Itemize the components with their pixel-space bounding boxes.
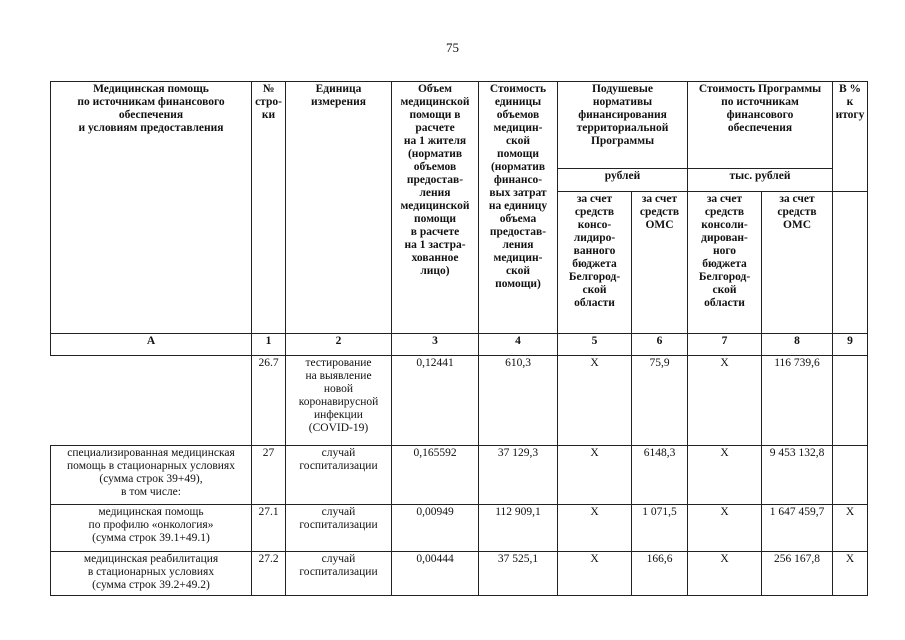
cell-line: бюджета bbox=[702, 258, 747, 270]
cell-line: (сумма строк 39.2+49.2) bbox=[92, 579, 210, 591]
cell-line: средств bbox=[574, 206, 615, 218]
cell-line: случай bbox=[321, 447, 356, 459]
cell-line: предостав- bbox=[406, 174, 464, 186]
cell-line: помощи в bbox=[409, 109, 461, 121]
cell-line: Стоимость Программы bbox=[698, 83, 822, 95]
header-col-9-empty bbox=[833, 192, 868, 334]
cell-line: ОМС bbox=[645, 219, 674, 231]
cell-line: в том числе: bbox=[121, 486, 181, 498]
cell-line: расчете bbox=[415, 122, 455, 134]
column-index-a: А bbox=[51, 334, 252, 356]
cell-line: лицо) bbox=[420, 265, 450, 277]
cell-line: к bbox=[846, 96, 854, 108]
row-label bbox=[51, 552, 252, 596]
cell-line: инфекции bbox=[314, 409, 363, 421]
row-unit bbox=[286, 505, 392, 552]
cell-line: (COVID-19) bbox=[308, 422, 369, 434]
cell-line: финансирования bbox=[578, 109, 667, 121]
row-percent: X bbox=[833, 505, 868, 552]
row-unit-cost: 610,3 bbox=[479, 356, 558, 446]
cell-line: Стоимость bbox=[489, 83, 547, 95]
cell-line: новой bbox=[323, 383, 354, 395]
header-col-1 bbox=[252, 82, 286, 334]
cell-line: единицы bbox=[494, 96, 542, 108]
cell-line: хованное bbox=[411, 252, 459, 264]
cell-line: по источникам bbox=[721, 96, 799, 108]
table-row bbox=[51, 356, 868, 446]
cell-line: Белгород- bbox=[568, 271, 621, 283]
cell-line: тестирование bbox=[305, 357, 372, 369]
cell-line: Медицинская помощь bbox=[93, 83, 209, 95]
cell-line: ской bbox=[506, 265, 530, 277]
row-budget-cost: X bbox=[688, 356, 762, 446]
row-label bbox=[51, 505, 252, 552]
row-percent: X bbox=[833, 552, 868, 596]
column-index-5: 5 bbox=[558, 334, 632, 356]
header-col-a bbox=[51, 82, 252, 334]
cell-line: за счет bbox=[576, 193, 613, 205]
cell-line: ного bbox=[712, 245, 737, 257]
cell-line: случай bbox=[321, 506, 356, 518]
header-col-5 bbox=[558, 192, 632, 334]
header-col-8 bbox=[762, 192, 833, 334]
table-row bbox=[51, 552, 868, 596]
cell-line: средств bbox=[777, 206, 817, 218]
cell-line: случай bbox=[321, 553, 356, 565]
cell-line: Программы bbox=[590, 135, 655, 147]
row-unit bbox=[286, 552, 392, 596]
cell-line: объема bbox=[499, 213, 537, 225]
row-oms-cost: 9 453 132,8 bbox=[762, 446, 833, 505]
cell-line: стро- bbox=[255, 96, 282, 108]
row-unit-cost: 37 525,1 bbox=[479, 552, 558, 596]
column-index-6: 6 bbox=[632, 334, 688, 356]
page-number: 75 bbox=[446, 40, 459, 55]
cell-line: ления bbox=[419, 187, 451, 199]
header-unit-thousand-rub: тыс. рублей bbox=[688, 169, 833, 192]
cell-line: Подушевые bbox=[591, 83, 654, 95]
cell-line: объемов bbox=[413, 161, 457, 173]
row-oms-per-capita: 166,6 bbox=[632, 552, 688, 596]
cell-line: территориальной bbox=[576, 122, 669, 134]
cell-line: в расчете bbox=[410, 226, 460, 238]
cell-line: В % bbox=[838, 83, 862, 95]
cell-line: за счет bbox=[641, 193, 678, 205]
cell-line: средств bbox=[704, 206, 745, 218]
cell-line: ления bbox=[502, 239, 534, 251]
header-col-7 bbox=[688, 192, 762, 334]
cell-line: коронавирусной bbox=[298, 396, 379, 408]
cell-line: в стационарных условиях bbox=[87, 566, 215, 578]
cell-line: ОМС bbox=[782, 219, 812, 231]
table-row bbox=[51, 505, 868, 552]
cell-line: на единицу bbox=[488, 200, 548, 212]
column-index-2: 2 bbox=[286, 334, 392, 356]
header-row-1 bbox=[51, 82, 868, 169]
column-index-1: 1 bbox=[252, 334, 286, 356]
column-index-8: 8 bbox=[762, 334, 833, 356]
cell-line: области bbox=[704, 297, 745, 309]
row-volume: 0,00949 bbox=[392, 505, 479, 552]
column-index-3: 3 bbox=[392, 334, 479, 356]
row-budget-per-capita: X bbox=[558, 356, 632, 446]
cell-line: лидиро- bbox=[573, 232, 616, 244]
row-number: 27 bbox=[252, 446, 286, 505]
cell-line: дирован- bbox=[701, 232, 748, 244]
cell-line: помощи) bbox=[495, 278, 541, 290]
row-budget-cost: X bbox=[688, 552, 762, 596]
cell-line: медицинская помощь bbox=[98, 506, 204, 518]
cell-line: (норматив bbox=[407, 148, 463, 160]
header-group-per-capita bbox=[558, 82, 688, 169]
cell-line: объемов bbox=[496, 109, 540, 121]
row-oms-cost: 116 739,6 bbox=[762, 356, 833, 446]
column-index-7: 7 bbox=[688, 334, 762, 356]
row-number: 26.7 bbox=[252, 356, 286, 446]
cell-line: медицин- bbox=[493, 252, 543, 264]
row-volume: 0,00444 bbox=[392, 552, 479, 596]
cell-line: (норматив bbox=[490, 161, 546, 173]
header-col-6 bbox=[632, 192, 688, 334]
cell-line: нормативы bbox=[592, 96, 653, 108]
cell-line: медицинской bbox=[400, 200, 470, 212]
header-unit-rub: рублей bbox=[558, 169, 688, 192]
column-index-9: 9 bbox=[833, 334, 868, 356]
cell-line: медицин- bbox=[493, 122, 543, 134]
header-col-4 bbox=[479, 82, 558, 334]
cell-line: медицинская реабилитация bbox=[83, 553, 219, 565]
row-label bbox=[51, 446, 252, 505]
row-oms-cost: 256 167,8 bbox=[762, 552, 833, 596]
row-number: 27.2 bbox=[252, 552, 286, 596]
row-oms-cost: 1 647 459,7 bbox=[762, 505, 833, 552]
cell-line: измерения bbox=[311, 96, 366, 108]
row-budget-per-capita: X bbox=[558, 505, 632, 552]
row-number: 27.1 bbox=[252, 505, 286, 552]
cell-line: средств bbox=[639, 206, 680, 218]
cell-line: консо- bbox=[577, 219, 612, 231]
cell-line: помощь в стационарных условиях bbox=[67, 460, 235, 472]
row-unit bbox=[286, 446, 392, 505]
cell-line: ской bbox=[582, 284, 607, 296]
cell-line: за счет bbox=[779, 193, 815, 205]
cell-line: медицинской bbox=[400, 96, 470, 108]
row-budget-cost: X bbox=[688, 446, 762, 505]
cell-line: госпитализации bbox=[299, 566, 378, 578]
cell-line: итогу bbox=[835, 109, 865, 121]
cell-line: за счет bbox=[706, 193, 743, 205]
cell-line: помощи bbox=[414, 213, 456, 225]
cell-line: на выявление bbox=[305, 370, 372, 382]
cell-line: на 1 жителя bbox=[403, 135, 467, 147]
cell-line: (сумма строк 39+49), bbox=[99, 473, 203, 485]
table-row bbox=[51, 446, 868, 505]
row-percent bbox=[833, 446, 868, 505]
financing-table bbox=[50, 81, 868, 596]
row-label bbox=[51, 356, 252, 446]
header-col-9 bbox=[833, 82, 868, 192]
header-col-2 bbox=[286, 82, 392, 334]
cell-line: № bbox=[262, 83, 275, 95]
cell-line: по профилю «онкология» bbox=[88, 519, 214, 531]
cell-line: Объем bbox=[417, 83, 453, 95]
row-percent bbox=[833, 356, 868, 446]
cell-line: бюджета bbox=[572, 258, 617, 270]
row-budget-per-capita: X bbox=[558, 552, 632, 596]
cell-line: финансо- bbox=[493, 174, 543, 186]
cell-line: ской bbox=[712, 284, 737, 296]
cell-line: Единица bbox=[315, 83, 362, 95]
row-volume: 0,12441 bbox=[392, 356, 479, 446]
row-budget-per-capita: X bbox=[558, 446, 632, 505]
column-index-row bbox=[51, 334, 868, 356]
row-oms-per-capita: 6148,3 bbox=[632, 446, 688, 505]
cell-line: вых затрат bbox=[489, 187, 547, 199]
cell-line: специализированная медицинская bbox=[67, 447, 235, 459]
row-oms-per-capita: 75,9 bbox=[632, 356, 688, 446]
cell-line: Белгород- bbox=[698, 271, 751, 283]
row-oms-per-capita: 1 071,5 bbox=[632, 505, 688, 552]
cell-line: консоли- bbox=[701, 219, 748, 231]
header-group-cost bbox=[688, 82, 833, 169]
row-volume: 0,165592 bbox=[392, 446, 479, 505]
cell-line: ки bbox=[261, 109, 276, 121]
row-budget-cost: X bbox=[688, 505, 762, 552]
row-unit-cost: 37 129,3 bbox=[479, 446, 558, 505]
header-col-3 bbox=[392, 82, 479, 334]
cell-line: ской bbox=[506, 135, 530, 147]
cell-line: и условиям предоставления bbox=[78, 122, 224, 134]
row-unit-cost: 112 909,1 bbox=[479, 505, 558, 552]
cell-line: на 1 застра- bbox=[404, 239, 466, 251]
cell-line: предостав- bbox=[489, 226, 547, 238]
cell-line: финансового bbox=[726, 109, 794, 121]
cell-line: ванного bbox=[573, 245, 616, 257]
cell-line: госпитализации bbox=[299, 460, 378, 472]
column-index-4: 4 bbox=[479, 334, 558, 356]
cell-line: области bbox=[574, 297, 615, 309]
cell-line: обеспечения bbox=[118, 109, 184, 121]
cell-line: (сумма строк 39.1+49.1) bbox=[92, 532, 210, 544]
cell-line: госпитализации bbox=[299, 519, 378, 531]
row-unit bbox=[286, 356, 392, 446]
cell-line: по источникам финансового bbox=[77, 96, 225, 108]
cell-line: обеспечения bbox=[727, 122, 793, 134]
cell-line: помощи bbox=[497, 148, 539, 160]
